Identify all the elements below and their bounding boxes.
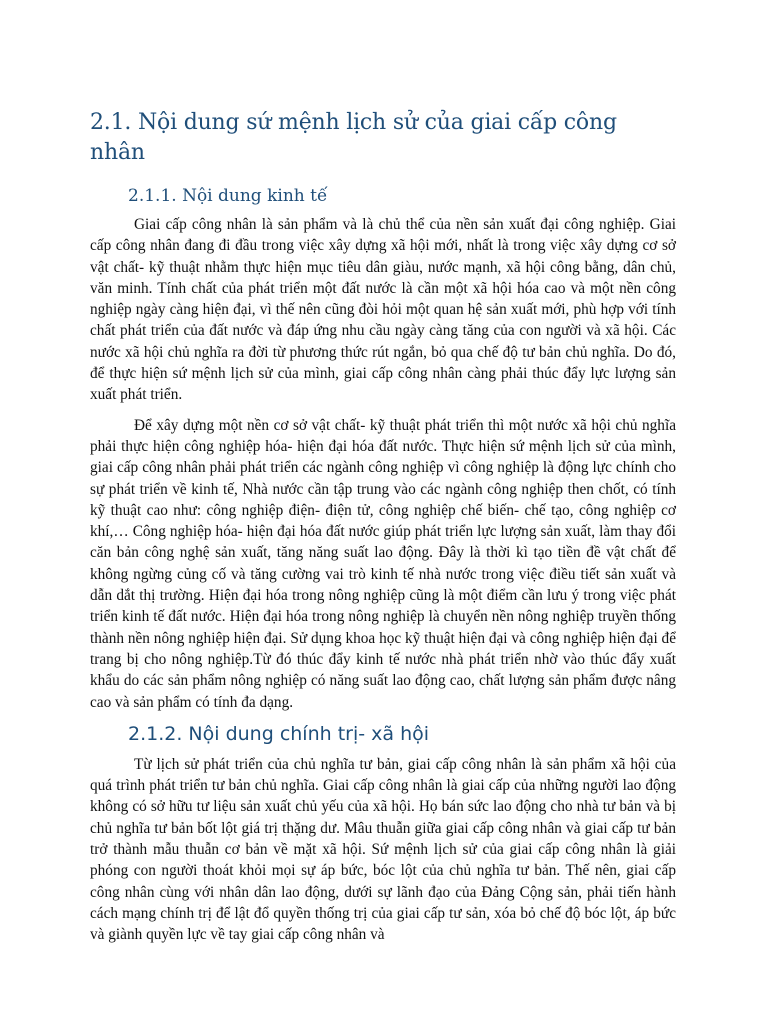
paragraph: Để xây dựng một nền cơ sở vật chất- kỹ thuật phát triển thì một nước xã hội chủ nghĩa phải thực hiện công nghiệp hóa- hiện đại hóa đất nước. Thực hiện sứ mệnh lịch sử của mình, giai cấp công nhân phải phát triển các ngành công nghiệp vì công nghiệp là động lực chính cho sự phát triển về kinh tế, Nhà nước cần tập trung vào các ngành công nghiệp then chốt, có tính kỹ thuật cao như: công nghiệp điện- điện tử, công nghiệp chế biến- chế tạo, công nghiệp cơ khí,… Công nghiệp hóa- hiện đại hóa đất nước giúp phát triển lực lượng sản xuất, làm thay đổi căn bản công nghệ sản xuất, tăng năng suất lao động. Đây là thời kì tạo tiền đề vật chất để không ngừng củng cố và tăng cường vai trò kinh tế nhà nước trong việc điều tiết sản xuất và dẫn dắt thị trường. Hiện đại hóa trong nông nghiệp cũng là một điểm cần lưu ý trong việc phát triển kinh tế đất nước. Hiện đại hóa trong nông nghiệp là chuyển nền nông nghiệp truyền thống thành nền nông nghiệp hiện đại. Sử dụng khoa học kỹ thuật hiện đại và công nghiệp hiện đại để trang bị cho nông nghiệp.Từ đó thúc đẩy kinh tế nước nhà phát triển nhờ vào thúc đẩy xuất khẩu do các sản phẩm nông nghiệp có năng suất lao động cao, chất lượng sản phẩm được nâng cao và sản phẩm có tính đa dạng. bbox=[90, 416, 676, 711]
paragraph: Giai cấp công nhân là sản phẩm và là chủ thể của nền sản xuất đại công nghiệp. Giai cấp công nhân đang đi đầu trong việc xây dựng xã hội mới, nhất là trong việc xây dựng cơ sở vật chất- kỹ thuật nhằm thực hiện mục tiêu dân giàu, nước mạnh, xã hội công bằng, dân chủ, văn minh. Tính chất của phát triển một đất nước là cần một xã hội hóa cao và một nền công nghiệp ngày càng hiện đại, vì thế nên cũng đòi hỏi một quan hệ sản xuất mới, phù hợp với tính chất phát triển của đất nước và đáp ứng nhu cầu ngày càng tăng của con người và xã hội. Các nước xã hội chủ nghĩa ra đời từ phương thức rút ngắn, bỏ qua chế độ tư bản chủ nghĩa. Do đó, để thực hiện sứ mệnh lịch sử của mình, giai cấp công nhân càng phải thúc đẩy lực lượng sản xuất phát triển. bbox=[90, 216, 676, 404]
document-body bbox=[90, 108, 676, 955]
paragraph: Từ lịch sử phát triển của chủ nghĩa tư bản, giai cấp công nhân là sản phẩm xã hội của quá trình phát triển tư bản chủ nghĩa. Giai cấp công nhân là giai cấp của những người lao động không có sở hữu tư liệu sản xuất chủ yếu của xã hội. Họ bán sức lao động cho nhà tư bản và bị chủ nghĩa tư bản bốt lột giá trị thặng dư. Mâu thuẫn giữa giai cấp công nhân và giai cấp tư bản trở thành mẫu thuẫn cơ bản về mặt xã hội. Sứ mệnh lịch sử của giai cấp công nhân là giải phóng con người thoát khỏi mọi sự áp bức, bóc lột của chủ nghĩa tư bản. Thế nên, giai cấp công nhân cùng với nhân dân lao động, dưới sự lãnh đạo của Đảng Cộng sản, phải tiến hành cách mạng chính trị để lật đổ quyền thống trị của giai cấp tư sản, xóa bỏ chế độ bóc lột, áp bức và giành quyền lực về tay giai cấp công nhân và bbox=[90, 755, 676, 944]
subsection-heading-economic: 2.1.1. Nội dung kinh tế bbox=[128, 186, 328, 206]
subsection-heading-political-social: 2.1.2. Nội dung chính trị- xã hội bbox=[128, 722, 430, 745]
section-heading: 2.1. Nội dung sứ mệnh lịch sử của giai cấp công nhân bbox=[90, 110, 617, 165]
